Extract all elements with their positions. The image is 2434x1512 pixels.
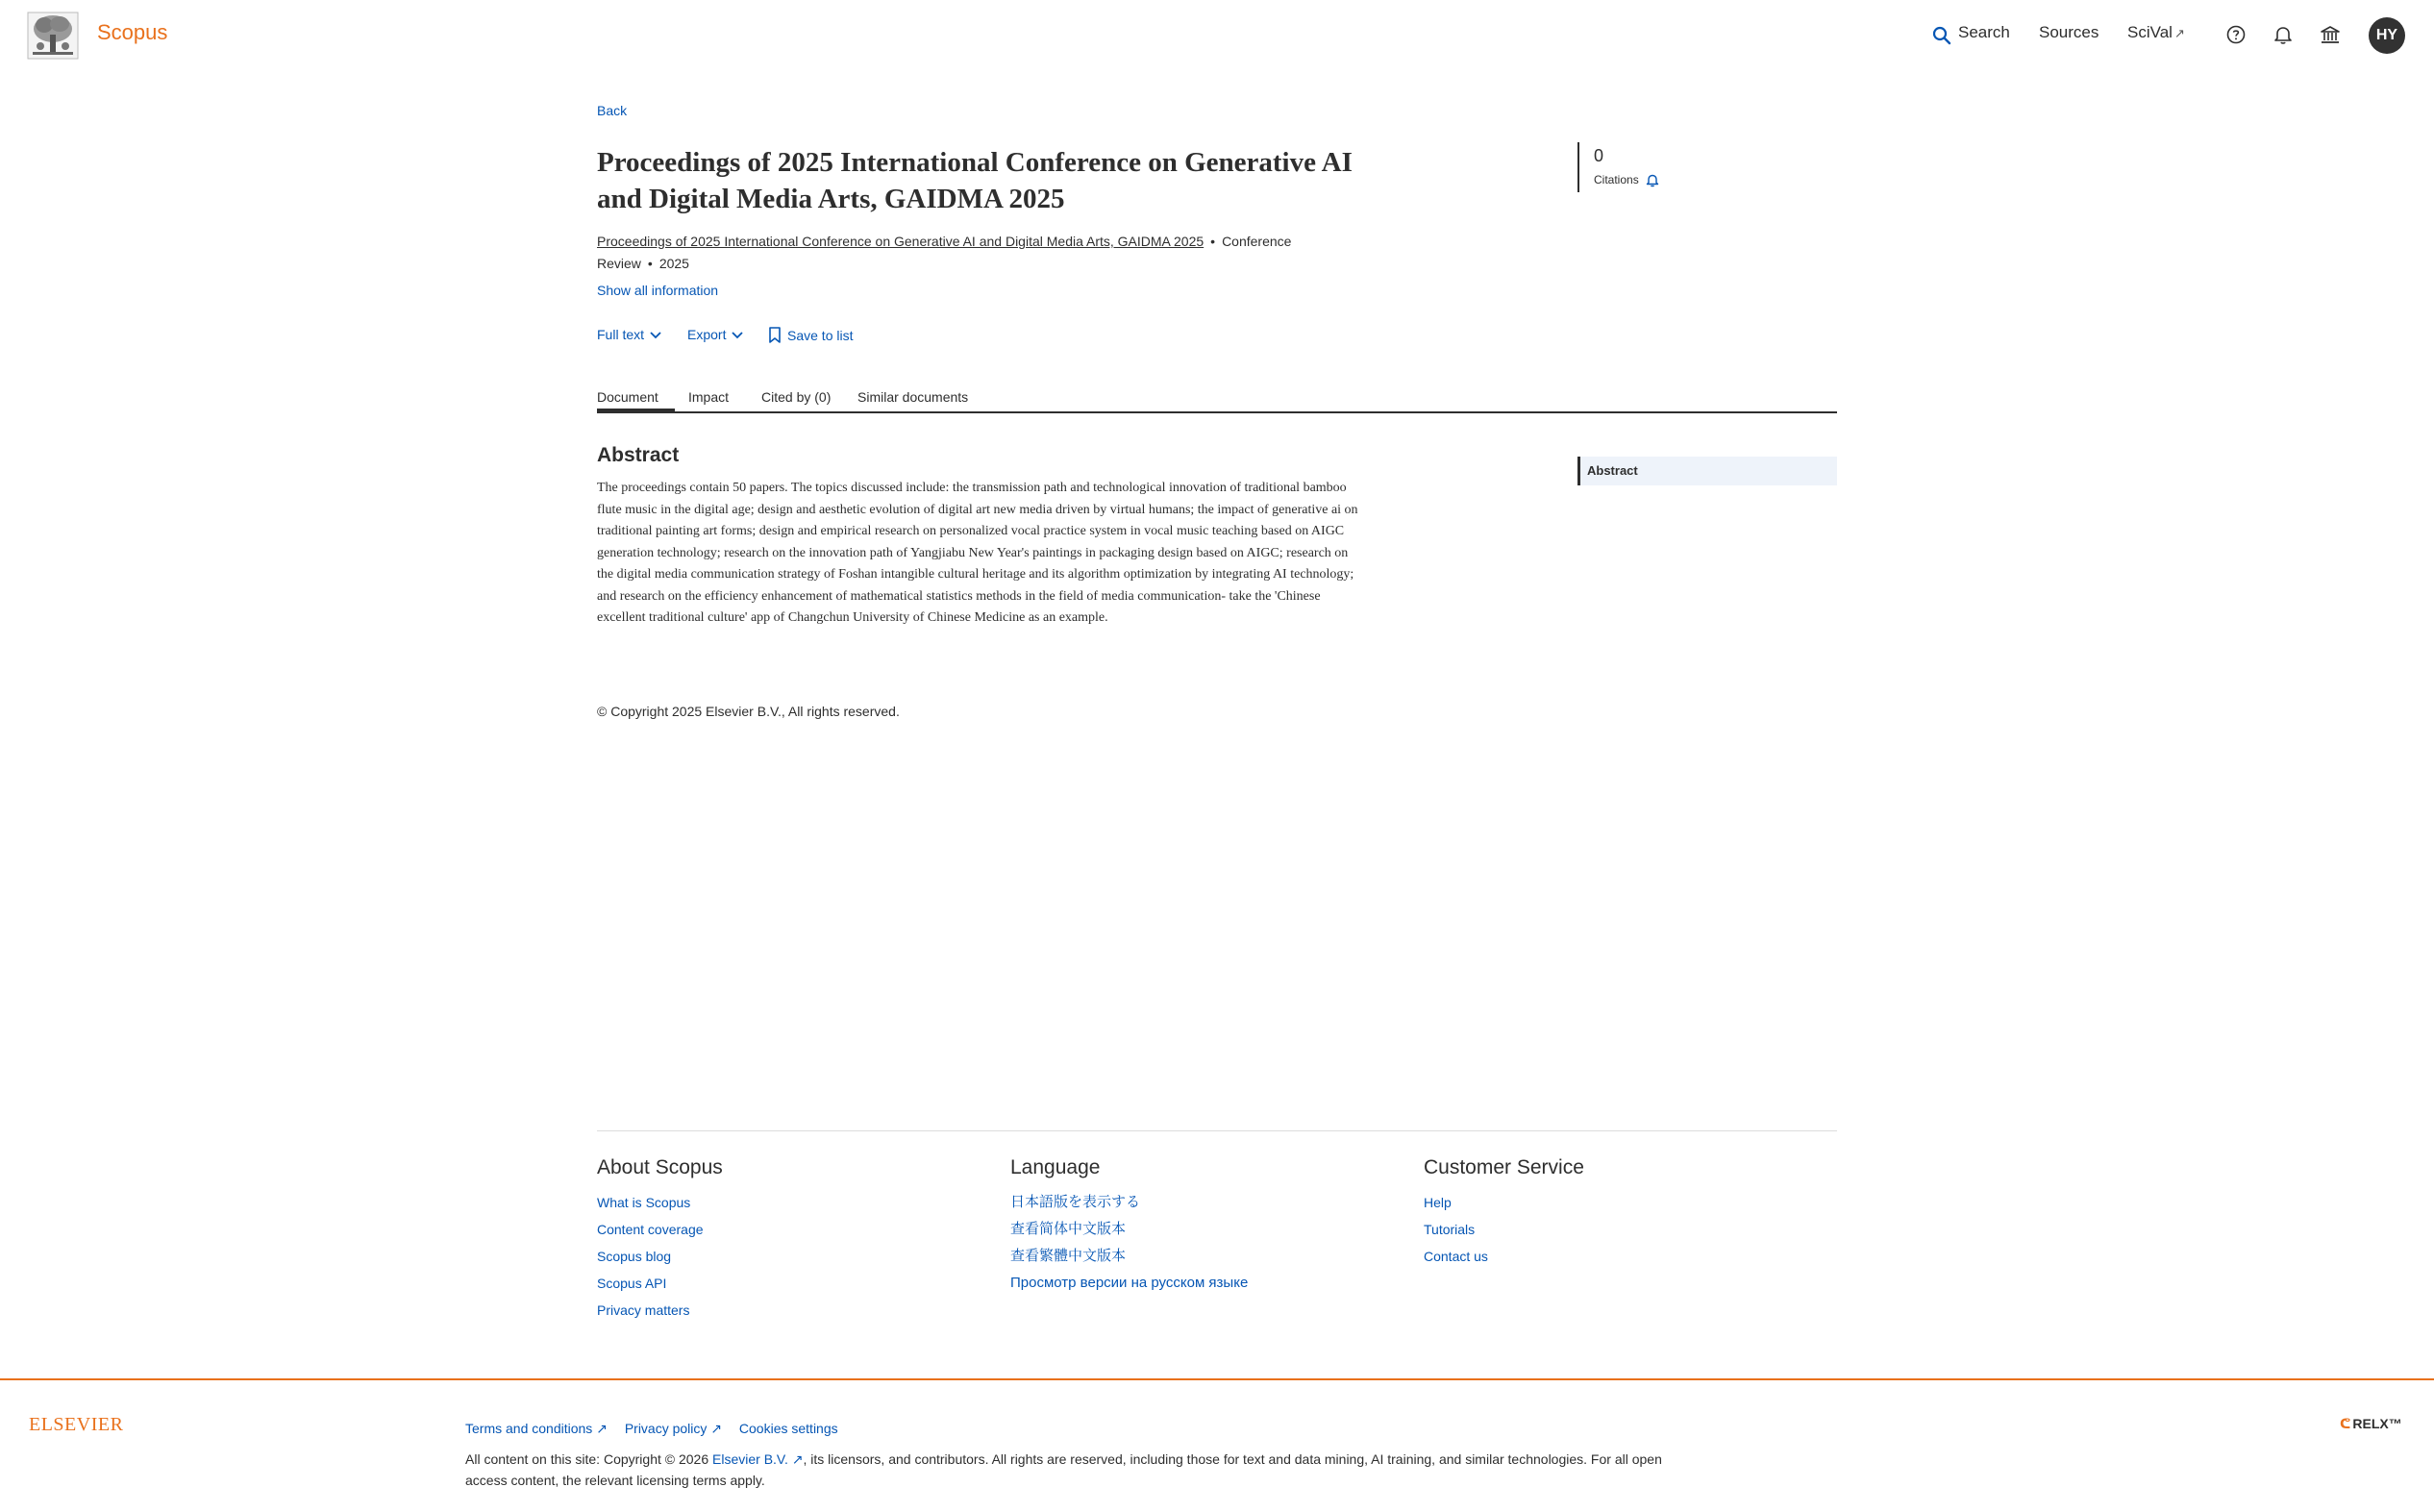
footer-about-column bbox=[597, 1156, 723, 1327]
chevron-down-icon bbox=[730, 327, 745, 342]
relx-logo[interactable] bbox=[2340, 1416, 2402, 1432]
footer-language-heading: Language bbox=[1010, 1156, 1101, 1178]
outline-item-abstract[interactable]: Abstract bbox=[1577, 457, 1837, 485]
footer-link-japanese[interactable]: 日本語版を表示する bbox=[1010, 1194, 1141, 1210]
relx-mark-icon: ᕦ bbox=[2340, 1416, 2351, 1431]
external-link-icon: ↗ bbox=[2173, 26, 2185, 40]
footer-link-traditional-chinese[interactable]: 查看繁體中文版本 bbox=[1010, 1248, 1127, 1264]
abstract-text: The proceedings contain 50 papers. The topics discussed include: the transmission path and technological innovation of traditional bamboo flute music in the digital age; design and aesthetic evolution of digital art new media driven by virtual humans; the impact of generative ai on traditional painting art forms; design and empirical research on personalized vocal practice system in vocal music teaching based on AIGC generation technology; research on the innovation path of Yangjiabu New Year's paintings in packaging design based on AIGC; research on the digital media communication strategy of Foshan intangible cultural heritage and its algorithm optimization by integrating AI technology; and research on the efficiency enhancement of mathematical statistics methods in the field of media communication- take the 'Chinese excellent traditional culture' app of Changchun University of Chinese Medicine as an example. bbox=[597, 481, 1358, 625]
back-link[interactable]: Back bbox=[597, 103, 628, 118]
tab-impact[interactable]: Impact bbox=[688, 389, 730, 405]
footer-link-tutorials[interactable]: Tutorials bbox=[1424, 1222, 1476, 1237]
nav-scival-link[interactable] bbox=[2127, 23, 2185, 42]
tab-document[interactable]: Document bbox=[597, 389, 658, 405]
abstract-copyright: © Copyright 2025 Elsevier B.V., All rights reserved. bbox=[597, 704, 900, 719]
source-title-link[interactable]: Proceedings of 2025 International Conference on Generative AI and Digital Media Arts, GAIDMA 2025 bbox=[597, 234, 1205, 249]
tab-similar-documents[interactable]: Similar documents bbox=[857, 389, 969, 405]
footer-link-privacy-matters[interactable]: Privacy matters bbox=[597, 1302, 690, 1318]
help-icon[interactable] bbox=[2224, 23, 2248, 46]
separator-dot: • bbox=[647, 256, 653, 271]
separator-dot: • bbox=[1210, 234, 1216, 249]
relx-label: RELX™ bbox=[2352, 1416, 2402, 1431]
nav-search-link[interactable]: Search bbox=[1958, 23, 2010, 41]
bookmark-icon bbox=[768, 327, 782, 344]
nav-sources-link[interactable]: Sources bbox=[2039, 23, 2099, 41]
footer-link-simplified-chinese[interactable]: 查看简体中文版本 bbox=[1010, 1221, 1127, 1237]
footer-service-column bbox=[1424, 1156, 1584, 1274]
search-icon[interactable] bbox=[1932, 26, 1951, 45]
institution-icon[interactable] bbox=[2319, 23, 2342, 46]
save-to-list-button[interactable] bbox=[768, 327, 853, 344]
citations-label-row bbox=[1594, 172, 1660, 187]
abstract-heading: Abstract bbox=[597, 444, 680, 466]
footer-link-contact-us[interactable]: Contact us bbox=[1424, 1249, 1488, 1264]
legal-links bbox=[465, 1421, 852, 1437]
citations-label: Citations bbox=[1594, 173, 1639, 186]
footer-accent-line bbox=[0, 1378, 2434, 1380]
document-tabs bbox=[597, 384, 1837, 413]
cookies-settings-link[interactable]: Cookies settings bbox=[738, 1421, 838, 1436]
document-source-info bbox=[597, 231, 1308, 275]
footer-language-column bbox=[1010, 1156, 1248, 1301]
user-avatar[interactable]: HY bbox=[2369, 17, 2405, 54]
elsevier-bv-link[interactable]: Elsevier B.V. ↗ bbox=[712, 1451, 804, 1467]
terms-and-conditions-link[interactable]: Terms and conditions ↗ bbox=[465, 1421, 608, 1436]
save-to-list-label: Save to list bbox=[787, 328, 854, 343]
legal-suffix: , its licensors, and contributors. All rights are reserved, including those for text and data mining, AI training, and similar technologies. For all open access content, the relevant licensing terms apply. bbox=[465, 1451, 1662, 1488]
footer-about-heading: About Scopus bbox=[597, 1156, 723, 1178]
tab-cited-by[interactable]: Cited by (0) bbox=[761, 389, 832, 405]
document-title: Proceedings of 2025 International Conference on Generative AI and Digital Media Arts, GAIDMA 2025 bbox=[597, 147, 1353, 214]
export-button[interactable] bbox=[687, 327, 745, 342]
citations-panel bbox=[1577, 142, 1660, 192]
chevron-down-icon bbox=[648, 327, 663, 342]
nav-scival-label: SciVal bbox=[2127, 23, 2173, 41]
citation-alert-bell-icon[interactable] bbox=[1645, 172, 1660, 187]
elsevier-tree-logo-icon[interactable] bbox=[27, 12, 79, 60]
footer-divider bbox=[597, 1130, 1837, 1131]
footer-link-scopus-blog[interactable]: Scopus blog bbox=[597, 1249, 672, 1264]
publication-year: 2025 bbox=[658, 256, 689, 271]
footer-link-what-is-scopus[interactable]: What is Scopus bbox=[597, 1195, 691, 1210]
document-type: Conference Review bbox=[597, 234, 1292, 271]
privacy-policy-link[interactable]: Privacy policy ↗ bbox=[624, 1421, 723, 1436]
notifications-bell-icon[interactable] bbox=[2272, 23, 2295, 46]
citations-count: 0 bbox=[1594, 146, 1604, 165]
footer-link-russian[interactable]: Просмотр версии на русском языке bbox=[1010, 1275, 1249, 1291]
export-label: Export bbox=[687, 327, 727, 342]
legal-copyright-text bbox=[465, 1449, 1705, 1491]
active-tab-indicator bbox=[597, 409, 675, 412]
footer-link-content-coverage[interactable]: Content coverage bbox=[597, 1222, 704, 1237]
footer-link-scopus-api[interactable]: Scopus API bbox=[597, 1276, 667, 1291]
elsevier-logo[interactable]: ELSEVIER bbox=[29, 1414, 124, 1435]
full-text-label: Full text bbox=[597, 327, 645, 342]
footer-service-heading: Customer Service bbox=[1424, 1156, 1584, 1178]
legal-prefix: All content on this site: Copyright © 2026 bbox=[465, 1451, 713, 1467]
footer-link-help[interactable]: Help bbox=[1424, 1195, 1452, 1210]
show-all-information-link[interactable]: Show all information bbox=[597, 283, 719, 298]
full-text-button[interactable] bbox=[597, 327, 663, 342]
top-header bbox=[0, 0, 2434, 69]
scopus-brand[interactable]: Scopus bbox=[97, 20, 168, 44]
